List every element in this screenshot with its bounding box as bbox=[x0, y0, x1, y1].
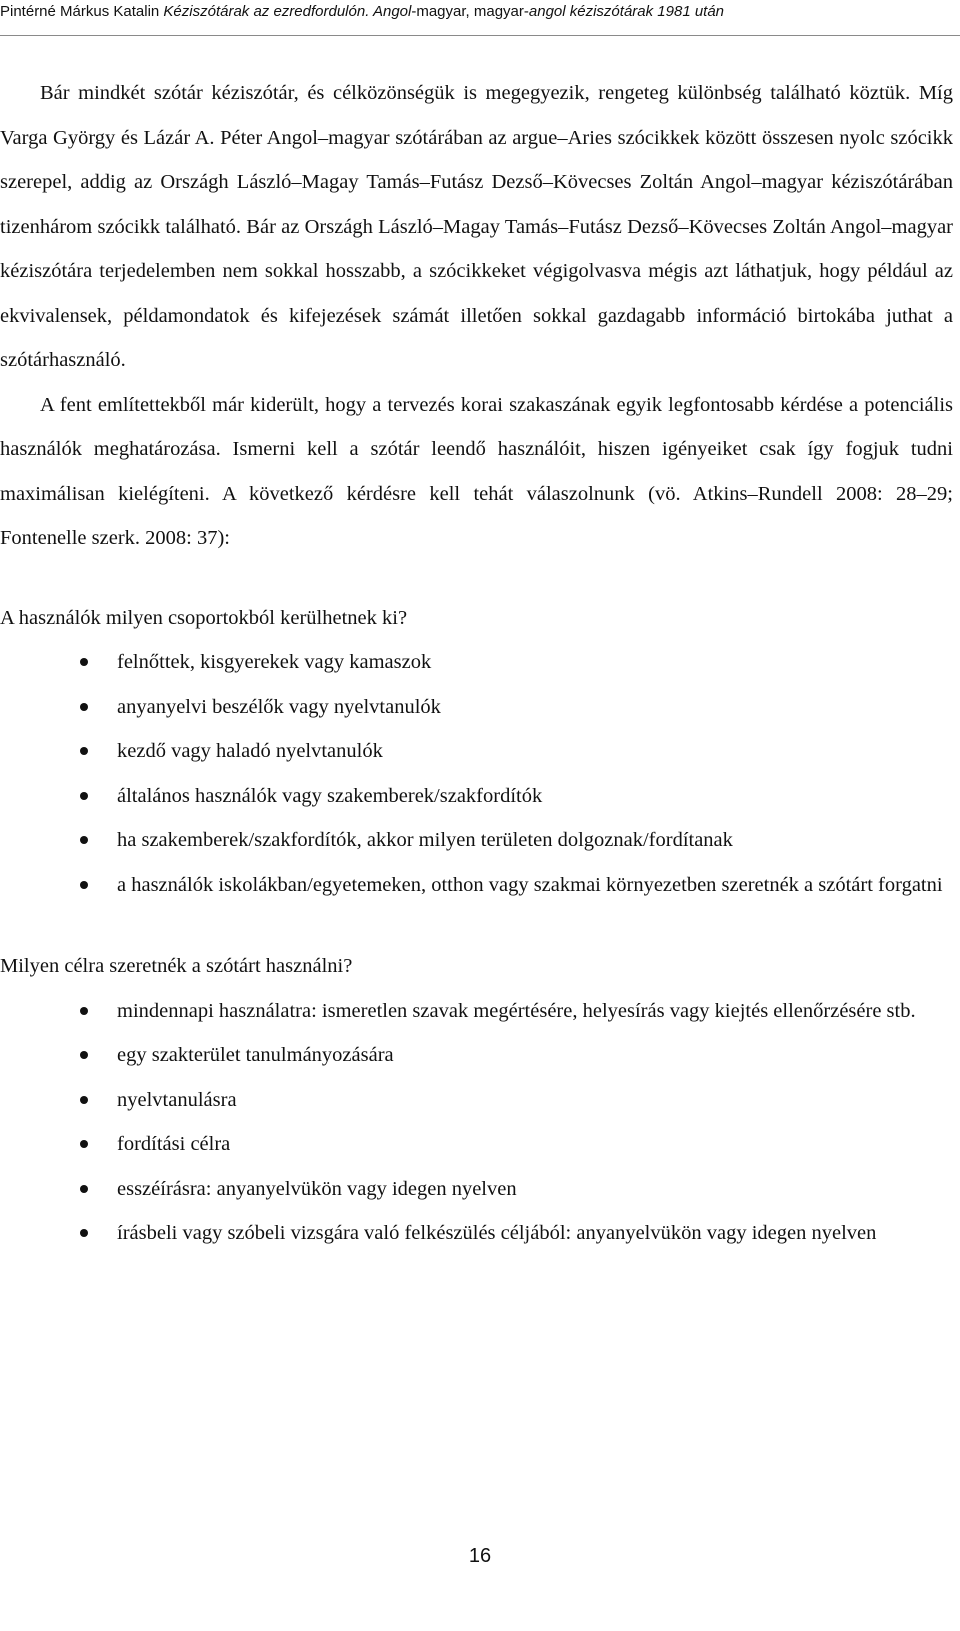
list-item-text: felnőttek, kisgyerekek vagy kamaszok bbox=[117, 651, 432, 673]
list-item-text: esszéírásra: anyanyelvükön vagy idegen nyelven bbox=[117, 1177, 517, 1200]
bullet-icon bbox=[80, 1051, 88, 1059]
list-item bbox=[0, 863, 953, 908]
bullet-icon bbox=[80, 836, 88, 844]
user-groups-list bbox=[0, 640, 953, 907]
list-item bbox=[0, 685, 953, 730]
list-item-text: a használók iskolákban/egyetemeken, otthon vagy szakmai környezetben szeretnék a szótárt forgatni bbox=[117, 873, 943, 896]
header-title-middle: -magyar, magyar- bbox=[411, 3, 529, 20]
list-item-text: kezdő vagy haladó nyelvtanulók bbox=[117, 740, 383, 762]
bullet-icon bbox=[80, 1140, 88, 1148]
bullet-icon bbox=[80, 703, 88, 711]
list-item-text: mindennapi használatra: ismeretlen szavak megértésére, helyesírás vagy kiejtés ellenőrzésére stb. bbox=[117, 999, 916, 1022]
bullet-icon bbox=[80, 1007, 88, 1015]
page-content bbox=[0, 71, 953, 1256]
header-author: Pintérné Márkus Katalin bbox=[0, 3, 164, 20]
bullet-icon bbox=[80, 881, 88, 889]
bullet-icon bbox=[80, 1229, 88, 1237]
question-heading-1: A használók milyen csoportokból kerülhetnek ki? bbox=[0, 606, 408, 629]
list-item-text: általános használók vagy szakemberek/szakfordítók bbox=[117, 784, 543, 807]
list-item bbox=[0, 1211, 953, 1256]
list-item bbox=[0, 1033, 953, 1078]
running-header bbox=[0, 0, 960, 36]
body-paragraph-1: Bár mindkét szótár kéziszótár, és célközönségük is megegyezik, rengeteg különbség található köztük. Míg Varga György és Lázár A. Péter Angol–magyar szótárában az argue–Aries szócikkek között összesen nyolc szócikk szerepel, addig az Országh László–Magay Tamás–Futász Dezső–Kövecses Zoltán Angol–magyar kéziszótárában tizenhárom szócikk található. Bár az Országh László–Magay Tamás–Futász Dezső–Kövecses Zoltán Angol–magyar kéziszótára terjedelemben nem sokkal hosszabb, a szócikkeket végigolvasva mégis azt láthatjuk, hogy például az ekvivalensek, példamondatok és kifejezések számát illetően sokkal gazdagabb információ birtokába juthat a szótárhasználó. bbox=[0, 82, 953, 371]
header-title-italic-1: Kéziszótárak az ezredfordulón. Angol bbox=[163, 3, 412, 20]
list-item bbox=[0, 818, 953, 863]
list-item-text: egy szakterület tanulmányozására bbox=[117, 1044, 394, 1066]
list-item bbox=[0, 1167, 953, 1212]
list-item-text: fordítási célra bbox=[117, 1133, 231, 1155]
list-item-text: anyanyelvi beszélők vagy nyelvtanulók bbox=[117, 695, 441, 718]
bullet-icon bbox=[80, 1096, 88, 1104]
list-item bbox=[0, 1078, 953, 1123]
body-paragraph-2: A fent említettekből már kiderült, hogy a tervezés korai szakaszának egyik legfontosabb kérdése a potenciális használók meghatározása. Ismerni kell a szótár leendő használóit, hiszen igényeiket csak így fogjuk tudni maximálisan kielégíteni. A következő kérdésre kell tehát válaszolnunk (vö. Atkins–Rundell 2008: 28–29; Fontenelle szerk. 2008: 37): bbox=[0, 393, 953, 549]
list-item bbox=[0, 989, 953, 1034]
list-item bbox=[0, 640, 953, 685]
bullet-icon bbox=[80, 658, 88, 666]
list-item-text: nyelvtanulásra bbox=[117, 1088, 237, 1111]
question-heading-2: Milyen célra szeretnék a szótárt használni? bbox=[0, 955, 353, 977]
list-item bbox=[0, 729, 953, 774]
bullet-icon bbox=[80, 747, 88, 755]
list-item-text: írásbeli vagy szóbeli vizsgára való felkészülés céljából: anyanyelvükön vagy idegen nyelven bbox=[117, 1222, 877, 1244]
usage-purposes-list bbox=[0, 989, 953, 1256]
bullet-icon bbox=[80, 1185, 88, 1193]
bullet-icon bbox=[80, 792, 88, 800]
list-item bbox=[0, 774, 953, 819]
list-item bbox=[0, 1122, 953, 1167]
page-number: 16 bbox=[468, 1545, 492, 1567]
header-title-italic-2: angol kéziszótárak 1981 után bbox=[528, 3, 725, 20]
list-item-text: ha szakemberek/szakfordítók, akkor milyen területen dolgoznak/fordítanak bbox=[117, 829, 733, 851]
